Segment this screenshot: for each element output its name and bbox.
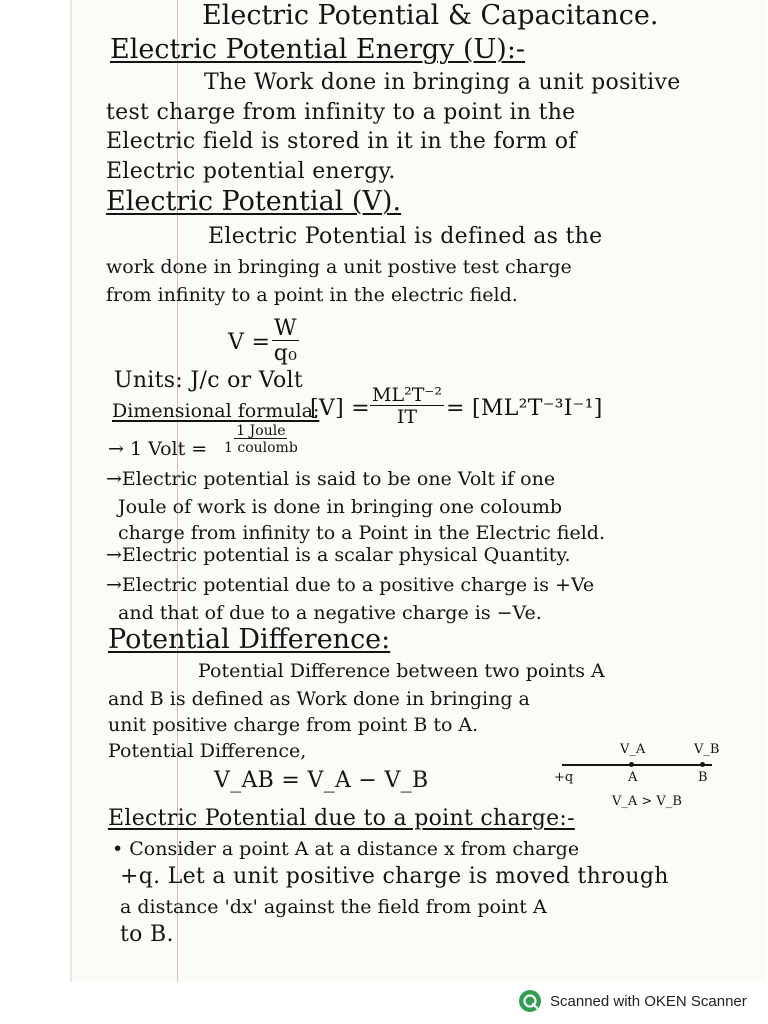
point-b-label: B [698, 770, 708, 785]
difference-heading: Potential Difference: [108, 624, 391, 655]
point-a-label: A [628, 770, 638, 785]
potential-formula-fraction [272, 318, 299, 365]
volt-numerator: 1 Joule [236, 423, 286, 439]
energy-line-4: Electric potential energy. [106, 159, 396, 184]
oken-scanner-icon [518, 989, 542, 1013]
formula-numerator: W [274, 316, 297, 341]
potential-line-2: work done in bringing a unit postive test charge [106, 256, 572, 278]
va-label: V_A [620, 742, 646, 757]
point-charge-heading: Electric Potential due to a point charge:- [108, 806, 575, 831]
units-line: Units: J/c or Volt [114, 368, 303, 393]
point-charge-line-3: a distance 'dx' against the field from point A [120, 896, 547, 918]
point-charge-line-2: +q. Let a unit positive charge is moved through [120, 864, 669, 889]
potential-line-1: Electric Potential is defined as the [208, 224, 603, 249]
energy-line-3: Electric field is stored in it in the form of [106, 129, 577, 154]
dimensional-label: Dimensional formula: [112, 400, 320, 422]
point-b-dot [700, 762, 705, 767]
scanner-watermark [518, 989, 747, 1013]
volt-definition-fraction [224, 424, 298, 455]
point-charge-line-4: to B. [120, 922, 174, 947]
difference-line-1: Potential Difference between two points A [198, 660, 605, 682]
relation-label: V_A > V_B [612, 794, 682, 809]
difference-line-3: unit positive charge from point B to A. [108, 714, 479, 736]
bullet-line-4: →Electric potential is a scalar physical Quantity. [106, 544, 571, 566]
dimensional-numerator: ML²T⁻² [372, 384, 443, 406]
difference-label: Potential Difference, [108, 740, 307, 762]
vb-label: V_B [694, 742, 720, 757]
dimensional-fraction [370, 386, 444, 427]
volt-denominator: 1 coulomb [224, 440, 298, 456]
point-a-dot [629, 762, 634, 767]
difference-formula: V_AB = V_A − V_B [214, 768, 429, 793]
bullet-line-6: and that of due to a negative charge is −Ve. [118, 602, 542, 624]
potential-line-3: from infinity to a point in the electric field. [106, 284, 518, 306]
page-title: Electric Potential & Capacitance. [202, 0, 659, 31]
scanner-text: Scanned with OKEN Scanner [550, 992, 747, 1010]
diagram-line [562, 764, 712, 766]
dimensional-denominator: IT [396, 406, 418, 428]
dimensional-rhs: = [ML²T⁻³I⁻¹] [446, 396, 603, 421]
points-diagram [552, 738, 722, 818]
bullet-line-3: charge from infinity to a Point in the Electric field. [118, 522, 605, 544]
charge-label: +q [554, 770, 574, 785]
energy-line-2: test charge from infinity to a point in the [106, 100, 576, 125]
potential-formula-lhs: V = [228, 330, 271, 355]
energy-heading: Electric Potential Energy (U):- [110, 34, 526, 65]
point-charge-line-1: • Consider a point A at a distance x from charge [112, 838, 580, 860]
potential-heading: Electric Potential (V). [106, 186, 402, 217]
bullet-line-2: Joule of work is done in bringing one coloumb [118, 496, 563, 518]
energy-line-1: The Work done in bringing a unit positive [204, 70, 681, 95]
difference-line-2: and B is defined as Work done in bringing a [108, 688, 530, 710]
formula-denominator: q₀ [273, 341, 298, 366]
bullet-line-1: →Electric potential is said to be one Volt if one [106, 468, 556, 490]
volt-definition-lhs: → 1 Volt = [108, 438, 208, 460]
dimensional-lhs: [V] = [310, 396, 370, 421]
bullet-line-5: →Electric potential due to a positive charge is +Ve [106, 574, 595, 596]
notebook-page [72, 0, 766, 982]
